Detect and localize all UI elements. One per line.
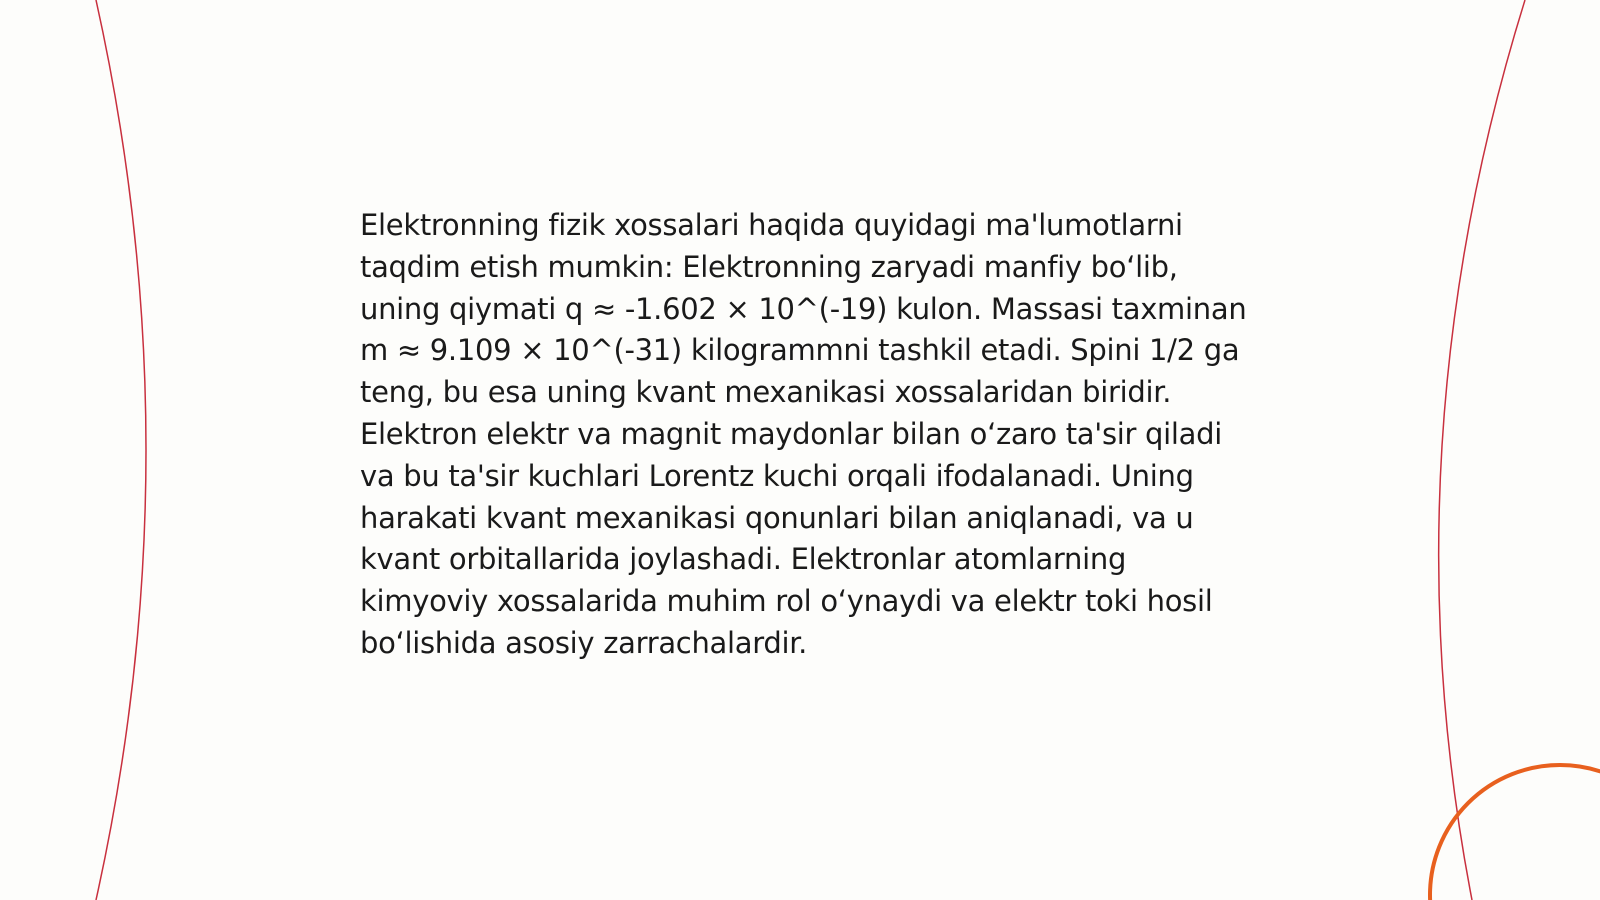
right-arc-line (1439, 0, 1525, 900)
accent-circle (1430, 765, 1600, 900)
left-arc-line (96, 0, 146, 900)
body-paragraph: Elektronning fizik xossalari haqida quyidagi ma'lumotlarni taqdim etish mumkin: Elektronning zaryadi manfiy bo‘lib, uning qiymati q ≈ -1.602 × 10^(-19) kulon. Massasi taxminan m ≈ 9.109 × 10^(-31) kilogrammni tashkil etadi. Spini 1/2 ga teng, bu esa uning kvant mexanikasi xossalaridan biridir. Elektron elektr va magnit maydonlar bilan o‘zaro ta'sir qiladi va bu ta'sir kuchlari Lorentz kuchi orqali ifodalanadi. Uning harakati kvant mexanikasi qonunlari bilan aniqlanadi, va u kvant orbitallarida joylashadi. Elektronlar atomlarning kimyoviy xossalarida muhim rol o‘ynaydi va elektr toki hosil bo‘lishida asosiy zarrachalardir. (360, 208, 1247, 660)
